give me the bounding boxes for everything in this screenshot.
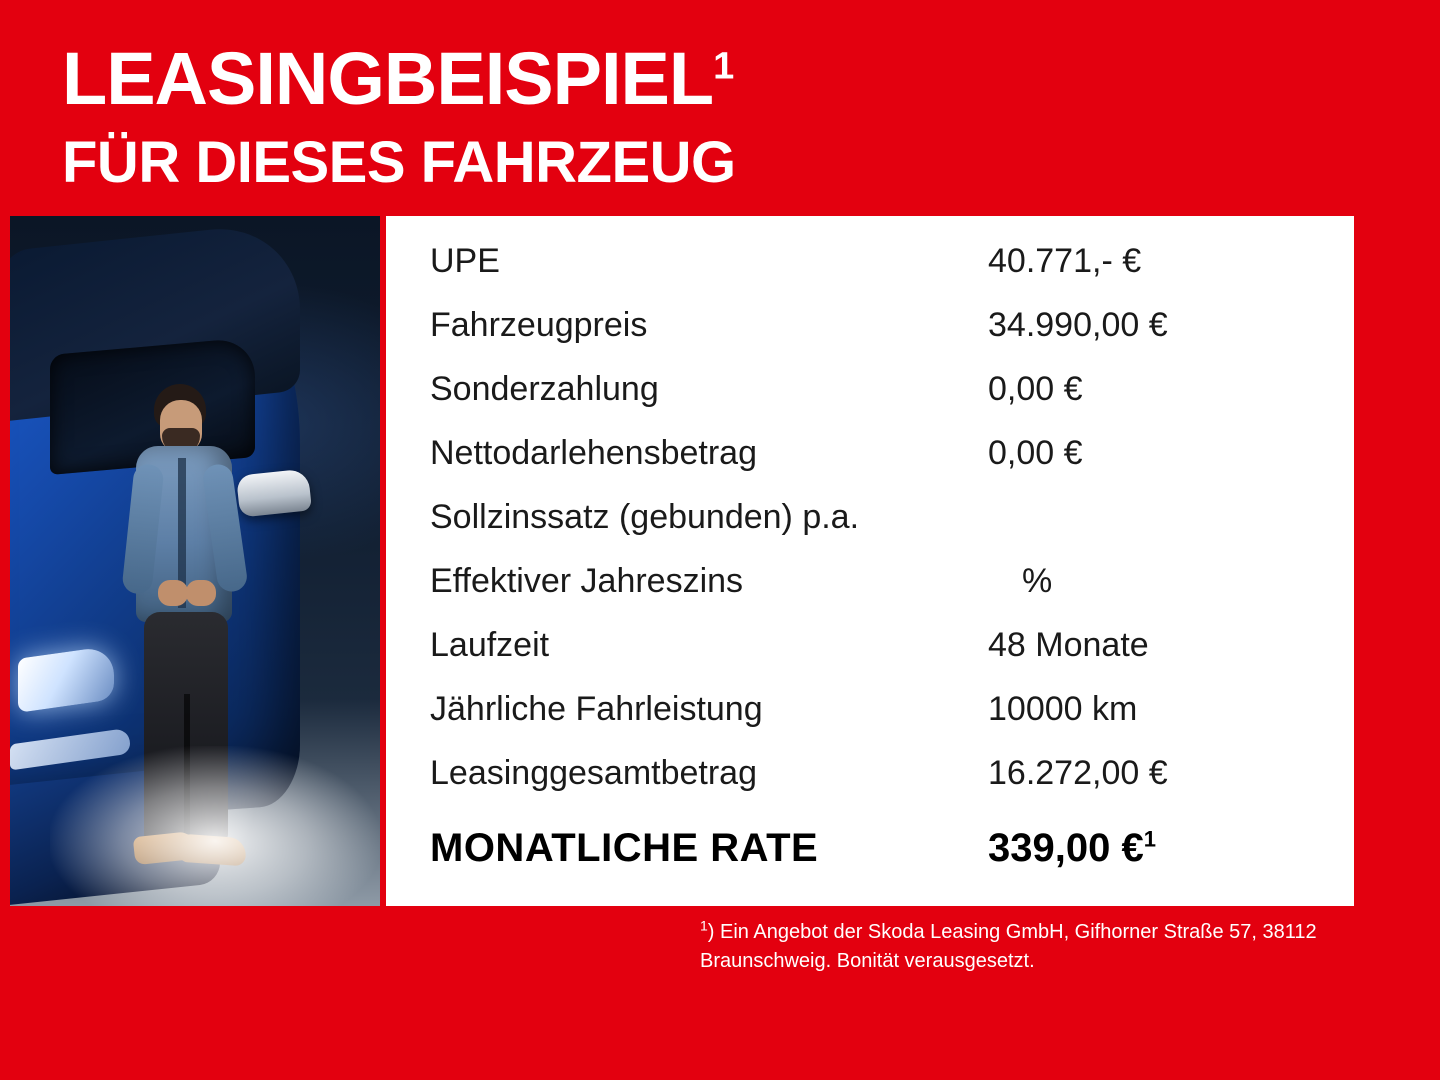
table-row [430, 242, 1310, 306]
row-label-effektiver-jahreszins: Effektiver Jahreszins [430, 562, 744, 600]
footnote [700, 918, 1350, 976]
table-row [430, 306, 1310, 370]
row-value-fahrzeugpreis: 34.990,00 € [988, 306, 1168, 344]
row-label-fahrzeugpreis: Fahrzeugpreis [430, 306, 648, 344]
table-row [430, 434, 1310, 498]
table-row-total [430, 826, 1310, 896]
table-row [430, 690, 1310, 754]
vehicle-photo [10, 216, 380, 906]
table-row [430, 626, 1310, 690]
row-value-nettodarlehensbetrag: 0,00 € [988, 434, 1083, 472]
row-label-leasinggesamtbetrag: Leasinggesamtbetrag [430, 754, 758, 792]
row-value-sonderzahlung: 0,00 € [988, 370, 1083, 408]
row-value-jaehrliche-fahrleistung: 10000 km [988, 690, 1138, 728]
monthly-rate-amount: 339,00 € [988, 826, 1144, 870]
poster-header [0, 0, 1440, 214]
row-label-monatliche-rate: MONATLICHE RATE [430, 826, 819, 870]
row-value-laufzeit: 48 Monate [988, 626, 1149, 664]
table-row [430, 562, 1310, 626]
leasing-details-card [386, 216, 1354, 906]
floor-glow [50, 746, 380, 906]
monthly-rate-footnote-marker: 1 [1143, 826, 1156, 852]
footnote-marker: 1 [700, 917, 708, 934]
row-value-effektiver-jahreszins: % [1022, 562, 1053, 600]
row-label-sollzinssatz: Sollzinssatz (gebunden) p.a. [430, 498, 860, 536]
row-label-nettodarlehensbetrag: Nettodarlehensbetrag [430, 434, 758, 472]
poster-title-line1-text: LEASINGBEISPIEL [62, 37, 714, 120]
row-value-leasinggesamtbetrag: 16.272,00 € [988, 754, 1168, 792]
person-right-hand [186, 580, 216, 606]
row-label-jaehrliche-fahrleistung: Jährliche Fahrleistung [430, 690, 763, 728]
poster-title-footnote-marker: 1 [713, 45, 734, 88]
leasing-details-table [430, 242, 1310, 896]
poster-title-line2: FÜR DIESES FAHRZEUG [62, 130, 736, 195]
row-value-monatliche-rate [988, 826, 1156, 871]
person-left-hand [158, 580, 188, 606]
table-row [430, 754, 1310, 818]
row-label-upe: UPE [430, 242, 500, 280]
poster-title-line1 [62, 37, 734, 120]
table-row [430, 498, 1310, 562]
footnote-text: ) Ein Angebot der Skoda Leasing GmbH, Gifhorner Straße 57, 38112 Braunschweig. Bonität verausgesetzt. [700, 921, 1317, 972]
row-label-laufzeit: Laufzeit [430, 626, 550, 664]
row-value-upe: 40.771,- € [988, 242, 1142, 280]
row-label-sonderzahlung: Sonderzahlung [430, 370, 659, 408]
table-row [430, 370, 1310, 434]
